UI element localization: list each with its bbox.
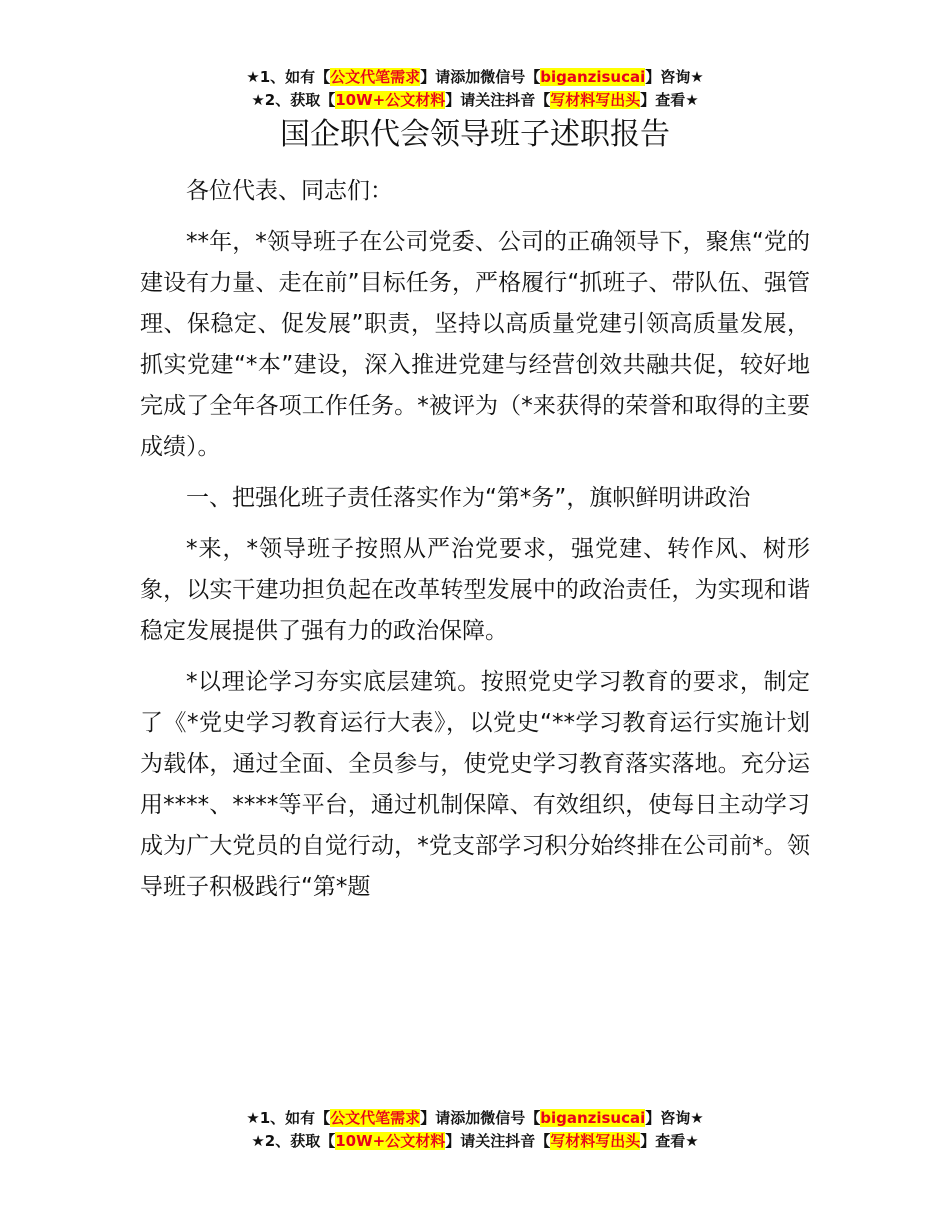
banner-text: ★2、获取【 [251,1132,336,1150]
banner-highlight: 写材料写出头 [550,91,641,109]
banner-text: ★1、如有【 [246,68,331,86]
banner-highlight: 公文代笔需求 [330,1109,421,1127]
banner-text: 】咨询★ [645,1109,704,1127]
document-title: 国企职代会领导班子述职报告 [280,117,670,152]
body-paragraph: *以理论学习夯实底层建筑。按照党史学习教育的要求，制定了《*党史学习教育运行大表》，以党史“**学习教育运行实施计划为载体，通过全面、全员参与，使党史学习教育落实落地。充分运用****、****等平台，通过机制保障、有效组织，使每日主动学习成为广大党员的自觉行动，*党支部学习积分始终排在公司前*。领导班子积极践行“第*题 [140,669,810,900]
banner-text: 】查看★ [640,91,699,109]
document-body [140,171,810,918]
banner-text: 】咨询★ [645,68,704,86]
banner-highlight: 写材料写出头 [550,1132,641,1150]
footer-banner [0,1107,950,1153]
banner-line-2 [0,89,950,112]
body-paragraph: *来，*领导班子按照从严治党要求，强党建、转作风、树形象，以实干建功担负起在改革转型发展中的政治责任，为实现和谐稳定发展提供了强有力的政治保障。 [140,536,810,644]
banner-line-1 [0,66,950,89]
banner-line-1 [0,1107,950,1130]
banner-text: ★2、获取【 [251,91,336,109]
banner-highlight: biganzisucai [540,68,646,86]
body-paragraph: **年，*领导班子在公司党委、公司的正确领导下，聚焦“党的建设有力量、走在前”目标任务，严格履行“抓班子、带队伍、强管理、保稳定、促发展”职责，坚持以高质量党建引领高质量发展，抓实党建“*本”建设，深入推进党建与经营创效共融共促，较好地完成了全年各项工作任务。*被评为（*来获得的荣誉和取得的主要成绩）。 [140,229,810,460]
banner-text: 】请关注抖音【 [445,1132,551,1150]
banner-text: 】请添加微信号【 [420,68,541,86]
salutation: 各位代表、同志们： [186,178,393,204]
banner-text: ★1、如有【 [246,1109,331,1127]
banner-line-2 [0,1130,950,1153]
header-banner [0,66,950,112]
banner-highlight: 10W+公文材料 [335,91,446,109]
banner-highlight: 公文代笔需求 [330,68,421,86]
banner-highlight: biganzisucai [540,1109,646,1127]
banner-text: 】查看★ [640,1132,699,1150]
banner-text: 】请关注抖音【 [445,91,551,109]
section-heading: 一、把强化班子责任落实作为“第*务”，旗帜鲜明讲政治 [186,485,751,511]
banner-text: 】请添加微信号【 [420,1109,541,1127]
banner-highlight: 10W+公文材料 [335,1132,446,1150]
